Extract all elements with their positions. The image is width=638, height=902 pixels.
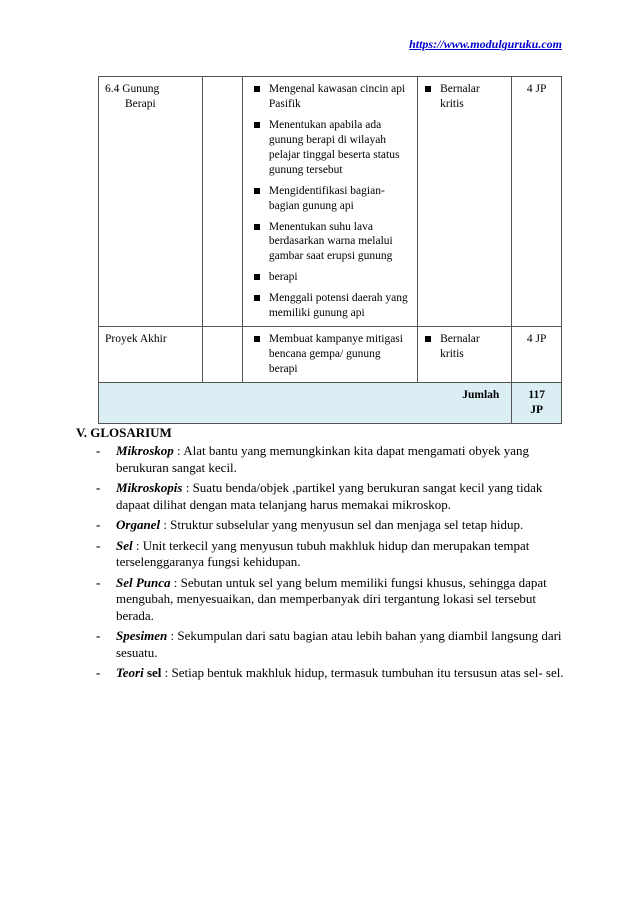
glossary-item xyxy=(94,665,564,682)
glossary-definition: : Sekumpulan dari satu bagian atau lebih bahan yang diambil langsung dari sesuatu. xyxy=(116,628,562,660)
total-unit: JP xyxy=(530,403,544,416)
glossary-definition: : Alat bantu yang memungkinkan kita dapat mengamati obyek yang berukuran sangat kecil. xyxy=(116,443,530,475)
glossary-term: Sel xyxy=(116,537,133,553)
time-cell: 4 JP xyxy=(512,77,562,327)
glossary-definition: : Unit terkecil yang menyusun tubuh makhluk hidup dan merupakan tempat terselenggaranya fungsi kehidupan. xyxy=(116,537,530,569)
glossary-term: Mikroskopis xyxy=(116,480,183,495)
total-number: 117 xyxy=(528,388,545,401)
glossary-item xyxy=(94,575,564,625)
glossary-item xyxy=(94,443,564,476)
list-item: Menentukan suhu lava berdasarkan warna melalui gambar saat erupsi gunung xyxy=(253,220,411,265)
total-row xyxy=(99,382,562,423)
list-item: Menentukan apabila ada gunung berapi di wilayah pelajar tinggal beserta status gunung tersebut xyxy=(253,118,411,178)
dash-marker: - xyxy=(96,665,101,680)
table-row xyxy=(99,327,562,383)
list-item: Mengenal kawasan cincin api Pasifik xyxy=(253,82,411,112)
list-item: Mengidentifikasi bagian-bagian gunung api xyxy=(253,184,411,214)
glossary-list xyxy=(94,443,564,686)
table-row xyxy=(99,77,562,327)
total-value xyxy=(512,382,562,423)
skill-cell xyxy=(418,77,512,327)
dash-marker: - xyxy=(96,628,101,643)
dash-marker: - xyxy=(96,574,101,590)
glossary-term: Sel Punca xyxy=(116,574,171,590)
glossary-definition: : Sebutan untuk sel yang belum memiliki fungsi khusus, sehingga dapat mengubah, menyesuaikan, dan memperbanyak diri tergantung lokasi sel tersebut berada. xyxy=(116,574,547,623)
glossary-term: Teori xyxy=(116,665,144,680)
activities-cell xyxy=(242,327,417,383)
empty-cell xyxy=(203,77,243,327)
dash-marker: - xyxy=(96,517,101,532)
empty-cell xyxy=(203,327,243,383)
list-item: Menggali potensi daerah yang memiliki gunung api xyxy=(253,291,411,321)
glossary-term: Organel xyxy=(116,517,161,532)
glossary-term: Spesimen xyxy=(116,628,168,643)
glossary-definition: : Struktur subselular yang menyusun sel dan menjaga sel tetap hidup. xyxy=(160,517,524,532)
skill-cell xyxy=(418,327,512,383)
topic-cell xyxy=(99,77,203,327)
time-cell: 4 JP xyxy=(512,327,562,383)
list-item: Membuat kampanye mitigasi bencana gempa/ gunung berapi xyxy=(253,332,411,377)
glossary-item xyxy=(94,538,564,571)
glossary-term: Mikroskop xyxy=(116,443,174,458)
learning-plan-table xyxy=(98,76,562,424)
topic-cell: Proyek Akhir xyxy=(99,327,203,383)
glossary-heading: V. GLOSARIUM xyxy=(76,425,172,440)
list-item: berapi xyxy=(253,270,411,285)
glossary-definition: : Setiap bentuk makhluk hidup, termasuk tumbuhan itu tersusun atas sel- sel. xyxy=(161,665,564,680)
header-url-link[interactable]: https://www.modulguruku.com xyxy=(409,37,562,51)
dash-marker: - xyxy=(96,443,101,458)
topic-title: Berapi xyxy=(125,97,156,110)
skill-item: Bernalar kritis xyxy=(424,332,505,362)
skill-item: Bernalar kritis xyxy=(424,82,505,112)
dash-marker: - xyxy=(96,480,101,495)
glossary-item xyxy=(94,480,564,513)
glossary-term-tail: sel xyxy=(143,665,162,680)
glossary-item xyxy=(94,628,564,661)
topic-number: 6.4 Gunung xyxy=(105,83,160,95)
dash-marker: - xyxy=(96,537,101,553)
glossary-definition: : Suatu benda/objek ,partikel yang berukuran sangat kecil yang tidak dapaat dilihat dengan mata telanjang harus memakai mikroskop. xyxy=(116,480,543,512)
glossary-item xyxy=(94,517,564,534)
total-label: Jumlah xyxy=(99,382,512,423)
activities-cell xyxy=(242,77,417,327)
